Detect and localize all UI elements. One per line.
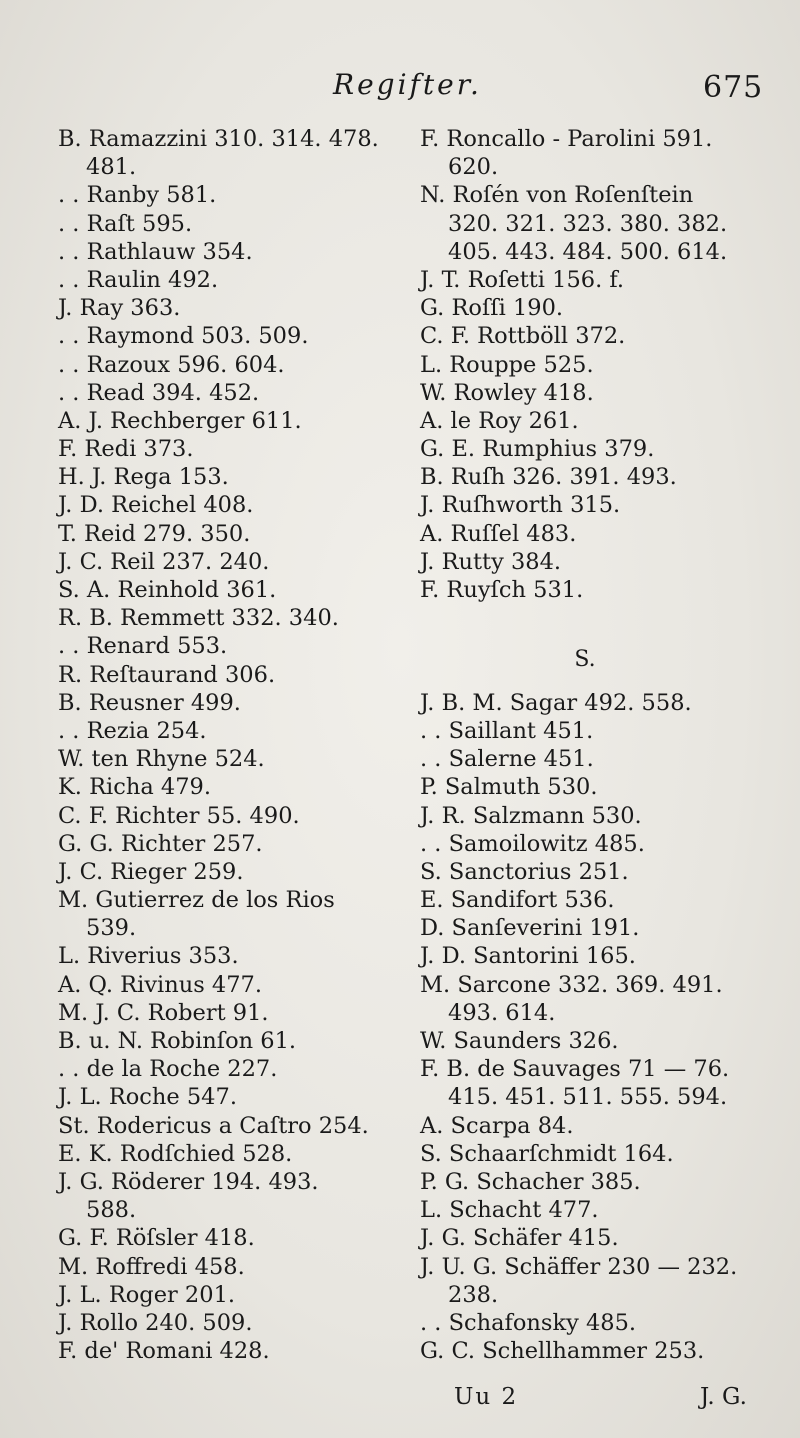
page-footer (0, 1384, 800, 1420)
index-entry-continuation: 238. (448, 1281, 499, 1308)
index-entry: J. D. Santorini 165. (420, 943, 636, 970)
index-entry: F. de' Romani 428. (58, 1338, 270, 1365)
index-entry: W. Saunders 326. (420, 1028, 619, 1055)
index-entry: P. G. Schacher 385. (420, 1168, 641, 1195)
index-entry: . . Samoilowitz 485. (420, 830, 645, 857)
index-entry: . . Renard 553. (58, 633, 228, 660)
index-entry: J. Ruſhworth 315. (420, 492, 621, 519)
index-entry: J. Rollo 240. 509. (58, 1309, 253, 1336)
index-entry: J. D. Reichel 408. (58, 492, 254, 519)
index-entry: J. Ray 363. (58, 295, 181, 322)
index-entry: A. Ruſſel 483. (420, 520, 577, 547)
index-entry: A. le Roy 261. (420, 407, 579, 434)
index-entry: M. Roffredi 458. (58, 1253, 245, 1280)
index-entry: W. Rowley 418. (420, 379, 594, 406)
page-header (0, 66, 800, 116)
index-entry: L. Rouppe 525. (420, 351, 594, 378)
index-entry: L. Schacht 477. (420, 1197, 599, 1224)
index-entry-continuation: 620. (448, 154, 499, 181)
index-entry: N. Roſén von Roſenſtein (420, 182, 694, 209)
index-entry: H. J. Rega 153. (58, 464, 229, 491)
index-entry: B. Ruſh 326. 391. 493. (420, 464, 677, 491)
index-entry: . . Raulin 492. (58, 266, 219, 293)
index-entry: St. Rodericus a Caſtro 254. (58, 1112, 369, 1139)
index-entry: . . Read 394. 452. (58, 379, 260, 406)
index-entry-continuation: 415. 451. 511. 555. 594. (448, 1084, 728, 1111)
catchword: J. G. (700, 1384, 747, 1410)
index-entry: J. B. M. Sagar 492. 558. (420, 689, 692, 716)
index-entry: E. Sandifort 536. (420, 887, 615, 914)
index-entry: . . Schafonsky 485. (420, 1309, 637, 1336)
index-entry: B. Ramazzini 310. 314. 478. (58, 126, 379, 152)
index-entry: A. Scarpa 84. (420, 1112, 574, 1139)
index-entry-continuation: 493. 614. (448, 999, 556, 1026)
index-entry: J. R. Salzmann 530. (420, 802, 642, 829)
index-entry: J. U. G. Schäffer 230 — 232. (420, 1253, 738, 1280)
index-entry: J. Rutty 384. (420, 548, 562, 575)
index-entry: . . de la Roche 227. (58, 1056, 278, 1083)
section-heading: S. (574, 647, 596, 673)
index-column-right (420, 125, 765, 1365)
index-entry: W. ten Rhyne 524. (58, 746, 265, 773)
index-entry: M. Gutierrez de los Rios (58, 887, 335, 914)
index-entry: . . Raſt 595. (58, 210, 193, 237)
index-entry: J. L. Roche 547. (58, 1084, 237, 1111)
index-entry: J. G. Röderer 194. 493. (58, 1168, 319, 1195)
index-entry: D. Sanſeverini 191. (420, 915, 640, 942)
index-entry: M. Sarcone 332. 369. 491. (420, 971, 723, 998)
index-entry: . . Razoux 596. 604. (58, 351, 285, 378)
index-entry-continuation: 588. (86, 1197, 137, 1224)
index-column-left (58, 125, 403, 1365)
signature-mark: Uu 2 (454, 1384, 519, 1410)
index-entry: E. K. Rodſchied 528. (58, 1140, 293, 1167)
index-entry: F. B. de Sauvages 71 — 76. (420, 1056, 730, 1083)
index-entry: G. E. Rumphius 379. (420, 436, 655, 463)
index-entry: . . Rathlauw 354. (58, 238, 253, 265)
index-entry: K. Richa 479. (58, 774, 212, 801)
index-entry: G. G. Richter 257. (58, 830, 263, 857)
index-entry: J. L. Roger 201. (58, 1281, 236, 1308)
index-entry: M. J. C. Robert 91. (58, 999, 269, 1026)
index-entry: A. Q. Rivinus 477. (58, 971, 263, 998)
running-title: Regifter. (333, 68, 482, 101)
index-entry: C. F. Rottböll 372. (420, 323, 626, 350)
index-entry: F. Redi 373. (58, 436, 194, 463)
index-entry: B. u. N. Robinſon 61. (58, 1028, 297, 1054)
index-entry: A. J. Rechberger 611. (58, 407, 302, 434)
index-entry: R. Reſtaurand 306. (58, 661, 276, 688)
index-entry-continuation: 481. (86, 154, 137, 181)
index-entry: S. Schaarſchmidt 164. (420, 1140, 674, 1167)
index-entry: G. C. Schellhammer 253. (420, 1338, 705, 1365)
index-entry: F. Roncallo - Parolini 591. (420, 126, 713, 152)
index-entry: . . Raymond 503. 509. (58, 323, 309, 350)
index-entry: F. Ruyſch 531. (420, 577, 584, 603)
index-entry: C. F. Richter 55. 490. (58, 802, 300, 829)
index-entry: R. B. Remmett 332. 340. (58, 605, 339, 632)
index-entry: J. C. Rieger 259. (58, 858, 244, 885)
index-entry: . . Salerne 451. (420, 746, 594, 773)
index-entry: J. T. Roſetti 156. f. (420, 266, 625, 293)
index-entry-continuation: 405. 443. 484. 500. 614. (448, 238, 728, 265)
index-entry: . . Saillant 451. (420, 717, 594, 744)
index-entry: P. Salmuth 530. (420, 774, 598, 801)
index-entry: . . Rezia 254. (58, 717, 207, 744)
index-entry: T. Reid 279. 350. (58, 520, 251, 547)
index-entry: L. Riverius 353. (58, 943, 239, 970)
index-entry: J. G. Schäfer 415. (420, 1225, 619, 1252)
index-entry: S. A. Reinhold 361. (58, 577, 277, 603)
blank-line (420, 604, 765, 632)
index-entry: S. Sanctorius 251. (420, 858, 629, 885)
index-entry: B. Reusner 499. (58, 689, 241, 716)
index-entry: G. F. Röſsler 418. (58, 1225, 255, 1252)
index-entry: J. C. Reil 237. 240. (58, 548, 270, 575)
index-entry: G. Roſſi 190. (420, 295, 564, 322)
index-entry-continuation: 320. 321. 323. 380. 382. (448, 210, 728, 237)
page-number: 675 (703, 70, 764, 105)
index-entry-continuation: 539. (86, 915, 137, 942)
index-entry: . . Ranby 581. (58, 182, 217, 209)
